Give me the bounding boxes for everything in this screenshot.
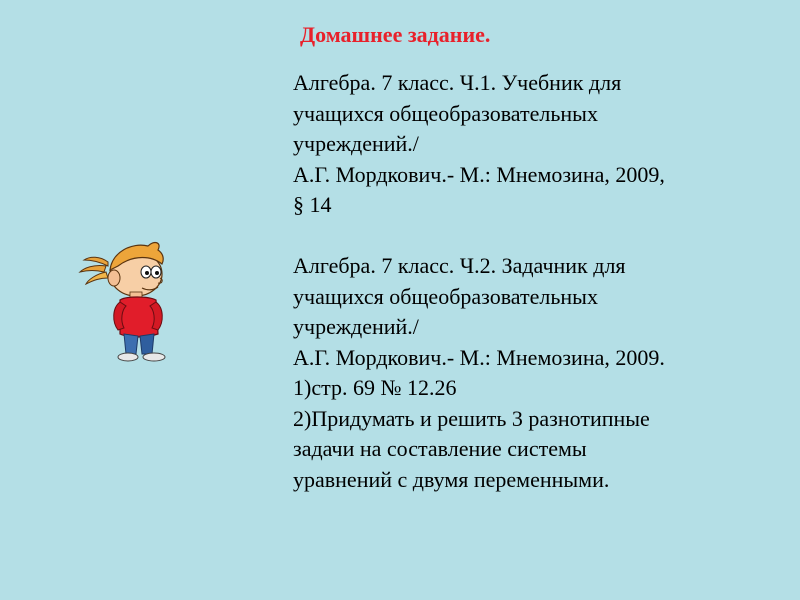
slide-title: Домашнее задание. <box>300 22 491 47</box>
text-line: учащихся общеобразовательных <box>293 283 598 309</box>
text-line: 1)стр. 69 № 12.26 <box>293 375 457 400</box>
text-line: задачи на составление системы <box>293 436 587 461</box>
homework-text <box>293 68 793 495</box>
text-line: А.Г. Мордкович.- М.: Мнемозина, 2009. <box>293 344 665 370</box>
text-line-blank <box>293 221 793 252</box>
text-line: А.Г. Мордкович.- М.: Мнемозина, 2009, <box>293 161 665 187</box>
text-line: учреждений./ <box>293 131 419 156</box>
cartoon-boy-icon <box>76 236 182 366</box>
text-line: § 14 <box>293 192 332 217</box>
text-line: Алгебра. 7 класс. Ч.2. Задачник для <box>293 253 626 278</box>
text-line: учреждений./ <box>293 314 419 339</box>
text-line: уравнений с двумя переменными. <box>293 466 610 492</box>
text-line: учащихся общеобразовательных <box>293 100 598 126</box>
text-line: Алгебра. 7 класс. Ч.1. Учебник для <box>293 70 622 95</box>
text-line: 2)Придумать и решить 3 разнотипные <box>293 405 650 431</box>
